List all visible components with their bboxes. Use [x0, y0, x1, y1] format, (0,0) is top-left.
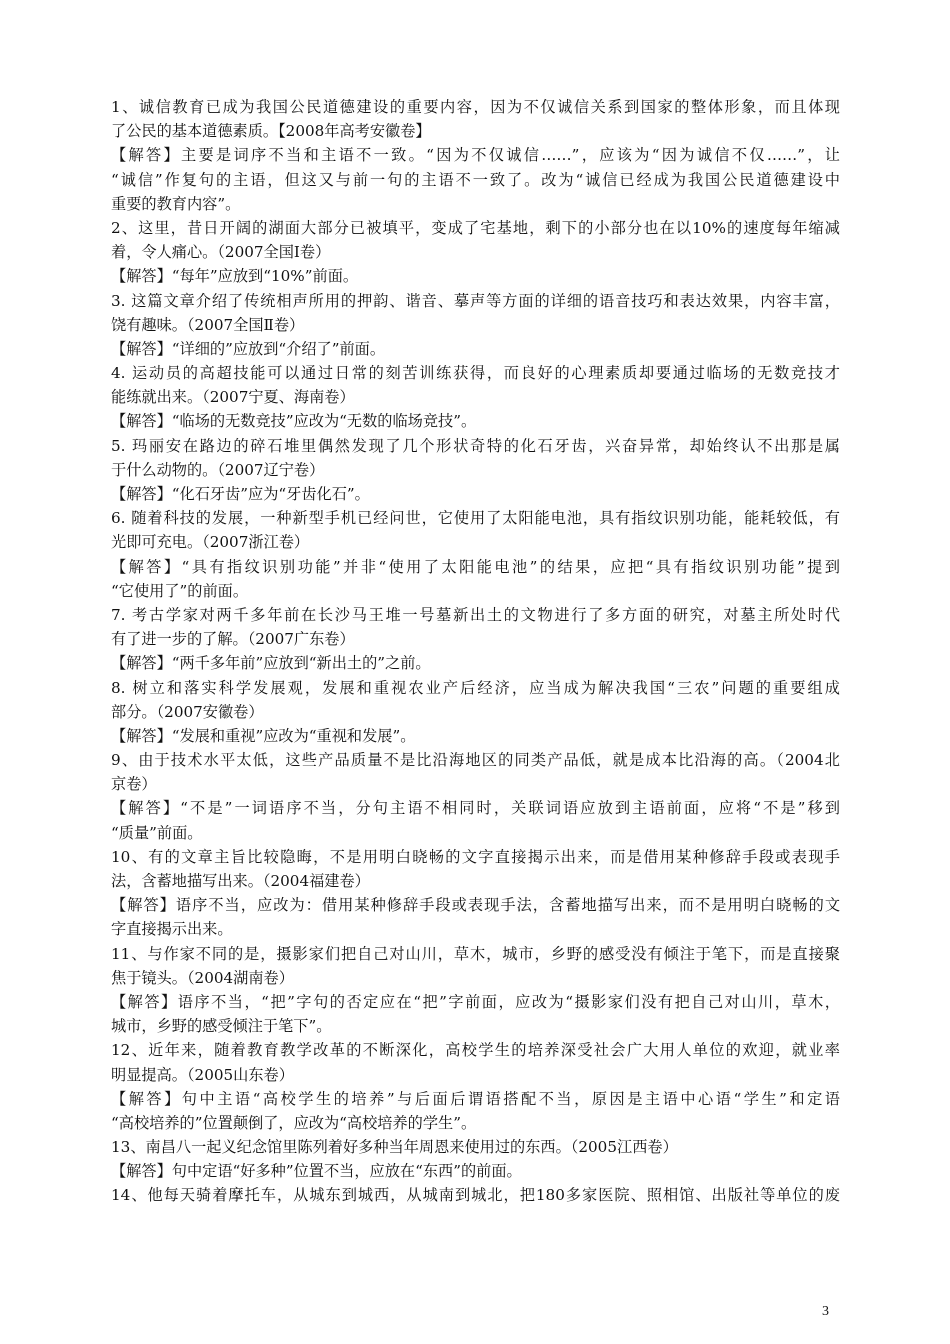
- text-line: 光即可充电。（2007浙江卷）: [111, 533, 310, 552]
- text-line: 10、有的文章主旨比较隐晦，不是用明白晓畅的文字直接揭示出来，而是借用某种修辞手段或表现手: [111, 847, 840, 866]
- page-number: 3: [822, 1304, 829, 1319]
- document-body: [111, 95, 840, 1208]
- text-line: 城市，乡野的感受倾注于笔下”。: [111, 1017, 332, 1036]
- text-line: 【解答】“具有指纹识别功能”并非“使用了太阳能电池”的结果，应把“具有指纹识别功能”提到: [111, 557, 840, 576]
- text-line: 有了进一步的了解。（2007广东卷）: [111, 630, 355, 649]
- text-line: 9、由于技术水平太低，这些产品质量不是比沿海地区的同类产品低，就是成本比沿海的高。（2004北: [111, 751, 840, 770]
- text-line: 饶有趣味。（2007全国Ⅱ卷）: [111, 315, 305, 334]
- text-line: 7. 考古学家对两千多年前在长沙马王堆一号墓新出土的文物进行了多方面的研究，对墓主所处时代: [111, 605, 840, 624]
- text-line: 4. 运动员的高超技能可以通过日常的刻苦训练获得，而良好的心理素质却要通过临场的无数竞技才: [111, 364, 840, 383]
- text-line: 【解答】“每年”应放到“10%”前面。: [111, 267, 359, 286]
- text-line: 11、与作家不同的是，摄影家们把自己对山川，草木，城市，乡野的感受没有倾注于笔下，而是直接聚: [111, 944, 840, 963]
- text-line: 了公民的基本道德素质。【2008年高考安徽卷】: [111, 122, 431, 141]
- text-line: 6. 随着科技的发展，一种新型手机已经问世，它使用了太阳能电池，具有指纹识别功能，能耗较低，有: [111, 509, 840, 528]
- text-line: 【解答】语序不当，“把”字句的否定应在“把”字前面，应改为“摄影家们没有把自己对山川，草木，: [111, 992, 840, 1011]
- text-line: 重要的教育内容”。: [111, 194, 241, 213]
- text-line: 【解答】“临场的无数竞技”应改为“无数的临场竞技”。: [111, 412, 477, 431]
- text-line: 【解答】“化石牙齿”应为“牙齿化石”。: [111, 485, 370, 503]
- text-line: 【解答】“详细的”应放到“介绍了”前面。: [111, 339, 386, 358]
- text-line: 法，含蓄地描写出来。（2004福建卷）: [111, 872, 370, 890]
- text-line: 3. 这篇文章介绍了传统相声所用的押韵、谐音、摹声等方面的详细的语音技巧和表达效果，内容丰富，: [111, 291, 840, 310]
- text-line: 13、南昌八一起义纪念馆里陈列着好多种当年周恩来使用过的东西。（2005江西卷）: [111, 1138, 678, 1157]
- text-line: 于什么动物的。（2007辽宁卷）: [111, 460, 325, 479]
- text-line: 5. 玛丽安在路边的碎石堆里偶然发现了几个形状奇特的化石牙齿，兴奋异常，却始终认不出那是属: [111, 436, 840, 455]
- text-line: 焦于镜头。（2004湖南卷）: [111, 968, 294, 987]
- text-line: 能练就出来。（2007宁夏、海南卷）: [111, 388, 355, 407]
- text-line: 8. 树立和落实科学发展观，发展和重视农业产后经济，应当成为解决我国“三农”问题的重要组成: [111, 678, 840, 697]
- text-line: 【解答】句中主语“高校学生的培养”与后面后谓语搭配不当，原因是主语中心语“学生”和定语: [111, 1089, 840, 1108]
- text-line: 字直接揭示出来。: [111, 920, 233, 939]
- text-line: 【解答】语序不当，应改为：借用某种修辞手段或表现手法，含蓄地描写出来，而不是用明白晓畅的文: [111, 896, 840, 915]
- text-line: 【解答】“两千多年前”应放到“新出土的”之前。: [111, 654, 431, 673]
- text-line: “高校培养的”位置颠倒了，应改为“高校培养的学生”。: [111, 1113, 477, 1132]
- text-line: 着，令人痛心。（2007全国Ⅰ卷）: [111, 243, 331, 262]
- text-line: “诚信”作复句的主语，但这又与前一句的主语不一致了。改为“诚信已经成为我国公民道德建设中: [111, 170, 840, 189]
- text-line: “质量”前面。: [111, 823, 203, 842]
- text-line: 【解答】主要是词序不当和主语不一致。“因为不仅诚信……”，应该为“因为诚信不仅……”，让: [111, 146, 840, 165]
- text-line: 【解答】“发展和重视”应改为“重视和发展”。: [111, 726, 416, 745]
- text-line: 【解答】“不是”一词语序不当，分句主语不相同时，关联词语应放到主语前面，应将“不是”移到: [111, 799, 840, 818]
- text-line: 2、这里，昔日开阔的湖面大部分已被填平，变成了宅基地，剩下的小部分也在以10%的速度每年缩减: [111, 218, 840, 237]
- text-line: 1、诚信教育已成为我国公民道德建设的重要内容，因为不仅诚信关系到国家的整体形象，而且体现: [111, 98, 840, 116]
- text-line: 【解答】句中定语“好多种”位置不当，应放在“东西”的前面。: [111, 1162, 522, 1181]
- text-line: 12、近年来，随着教育教学改革的不断深化，高校学生的培养深受社会广大用人单位的欢迎，就业率: [111, 1041, 840, 1060]
- text-line: 14、他每天骑着摩托车，从城东到城西，从城南到城北，把180多家医院、照相馆、出版社等单位的废: [111, 1186, 840, 1205]
- text-line: 部分。（2007安徽卷）: [111, 702, 264, 721]
- text-line: 明显提高。（2005山东卷）: [111, 1065, 294, 1084]
- text-line: “它使用了”的前面。: [111, 581, 249, 600]
- text-line: 京卷）: [111, 775, 157, 794]
